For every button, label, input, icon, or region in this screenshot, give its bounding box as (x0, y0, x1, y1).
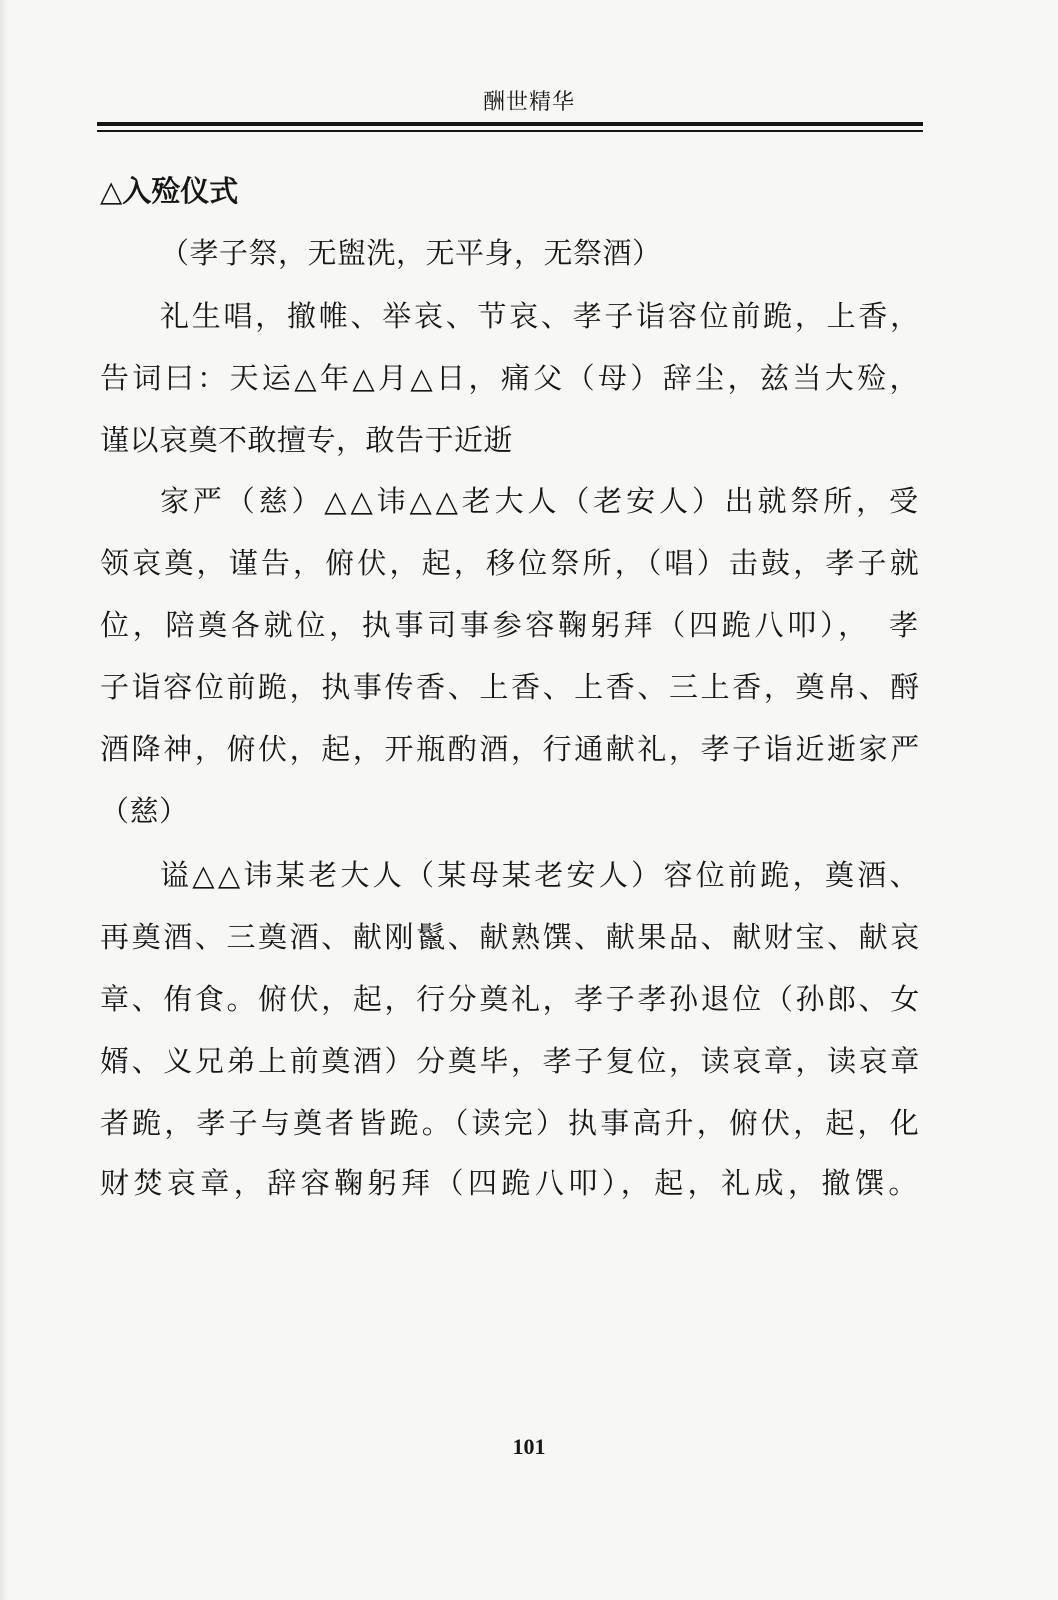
text-line: （孝子祭，无盥洗，无平身，无祭酒） (160, 236, 662, 270)
header-rule-thin (97, 130, 923, 132)
text-line: 婿、义兄弟上前奠酒）分奠毕，孝子复位，读哀章，读哀章 (100, 1044, 922, 1078)
text-line: 领哀奠，谨告，俯伏，起，移位祭所，（唱）击鼓，孝子就 (100, 546, 922, 580)
page-number: 101 (512, 1434, 546, 1459)
text-line: 位，陪奠各就位，执事司事参容鞠躬拜（四跪八叩）， 孝 (100, 608, 922, 642)
text-line: 财焚哀章，辞容鞠躬拜（四跪八叩），起，礼成，撤馔。 (100, 1166, 922, 1200)
text-line: 家严（慈）△△讳△△老大人（老安人）出就祭所，受 (160, 484, 922, 518)
text-line: 谨以哀奠不敢擅专，敢告于近逝 (100, 423, 514, 457)
text-line: 酒降神，俯伏，起，开瓶酌酒，行通献礼，孝子诣近逝家严 (100, 732, 922, 766)
running-header: 酬世精华 (482, 90, 575, 115)
section-heading: △入殓仪式 (100, 174, 239, 208)
text-line: 子诣容位前跪，执事传香、上香、上香、三上香，奠帛、酹 (100, 670, 922, 704)
text-line: 者跪，孝子与奠者皆跪。（读完）执事高升，俯伏，起，化 (100, 1106, 922, 1140)
text-line: 告词曰：天运△年△月△日，痛父（母）辞尘，兹当大殓， (100, 361, 922, 395)
text-line: （慈） (100, 794, 189, 828)
scan-edge (0, 0, 8, 1600)
text-line: 谥△△讳某老大人（某母某老安人）容位前跪，奠酒、 (160, 858, 922, 892)
text-line: 礼生唱，撤帷、举哀、节哀、孝子诣容位前跪，上香， (160, 299, 922, 333)
text-line: 再奠酒、三奠酒、献刚鬣、献熟馔、献果品、献财宝、献哀 (100, 920, 922, 954)
header-rule-thick (97, 122, 923, 126)
text-line: 章、侑食。俯伏，起，行分奠礼，孝子孝孙退位（孙郎、女 (100, 982, 922, 1016)
